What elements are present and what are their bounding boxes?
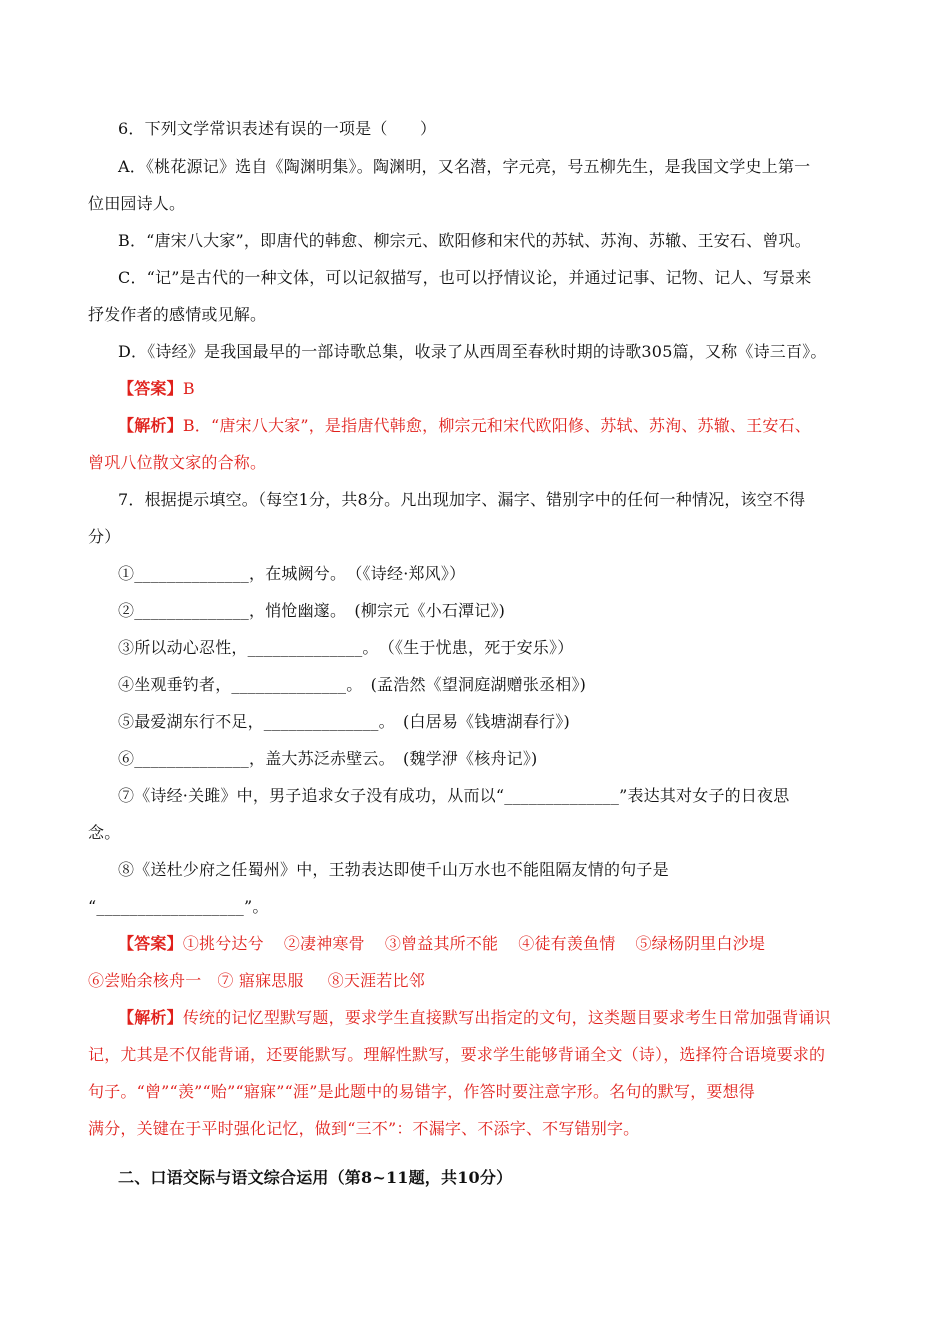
- q7-answer-1: ①挑兮达兮: [182, 934, 264, 953]
- q7-item-1: ①______________，在城阙兮。 （《诗经·郑风》）: [118, 564, 466, 583]
- q7-answer-row1: [118, 933, 765, 955]
- q6-answer-tag: 【答案】: [118, 379, 183, 398]
- q6-option-b: B．“唐宋八大家”，即唐代的韩愈、柳宗元、欧阳修和宋代的苏轼、苏洵、苏辙、王安石、曾巩。: [118, 231, 811, 250]
- q7-analysis-line4: 满分，关键在于平时强化记忆，做到“三不”：不漏字、不添字、不写错别字。: [88, 1119, 640, 1138]
- q7-answer-2: ②凄神寒骨: [283, 934, 365, 953]
- q6-analysis-tag: 【解析】: [118, 416, 183, 435]
- q7-item-6: ⑥______________，盖大苏泛赤壁云。 (魏学洢《核舟记》): [118, 749, 538, 768]
- q7-analysis-line1: [118, 1007, 831, 1029]
- q7-analysis-tag: 【解析】: [118, 1008, 183, 1027]
- q6-stem: 6．下列文学常识表述有误的一项是（ ）: [118, 119, 437, 138]
- q7-analysis-text1: 传统的记忆型默写题，要求学生直接默写出指定的文句，这类题目要求考生日常加强背诵识: [182, 1008, 831, 1027]
- q7-answer-4: ④徒有羡鱼情: [518, 934, 616, 953]
- q7-stem-line2: 分）: [88, 527, 121, 546]
- q6-option-c-line2: 抒发作者的感情或见解。: [88, 305, 267, 324]
- q7-item-8-line1: ⑧《送杜少府之任蜀州》中，王勃表达即使千山万水也不能阻隔友情的句子是: [118, 860, 669, 879]
- q7-answer-tag: 【答案】: [118, 934, 183, 953]
- q6-analysis-line1: [118, 415, 811, 437]
- q7-answer-7: ⑦ 寤寐思服: [217, 971, 304, 990]
- q7-item-4: ④坐观垂钓者，______________。 (孟浩然《望洞庭湖赠张丞相》): [118, 675, 587, 694]
- q7-item-7-line1: ⑦《诗经·关雎》中，男子追求女子没有成功，从而以“______________”表达其对女子的日夜思: [118, 786, 790, 805]
- q7-stem-line1: 7．根据提示填空。（每空1分，共8分。凡出现加字、漏字、错别字中的任何一种情况，该空不得: [118, 490, 806, 509]
- q7-item-2: ②______________，悄怆幽邃。 (柳宗元《小石潭记》): [118, 601, 506, 620]
- q6-option-a-line2: 位田园诗人。: [88, 194, 186, 213]
- q7-answer-5: ⑤绿杨阴里白沙堤: [635, 934, 766, 953]
- q7-answer-8: ⑧天涯若比邻: [327, 971, 425, 990]
- q7-analysis-line2: 记，尤其是不仅能背诵，还要能默写。理解性默写，要求学生能够背诵全文（诗），选择符合语境要求的: [88, 1045, 826, 1064]
- q7-answer-row2: [88, 970, 425, 992]
- q7-answer-6: ⑥尝贻余核舟一: [88, 971, 202, 990]
- q6-answer: [118, 378, 195, 400]
- q7-item-3: ③所以动心忍性，______________。 （《生于忧患，死于安乐》）: [118, 638, 574, 657]
- q7-item-7-line2: 念。: [88, 823, 121, 842]
- q7-item-5: ⑤最爱湖东行不足，______________。 (白居易《钱塘湖春行》): [118, 712, 570, 731]
- q6-option-c-line1: C．“记”是古代的一种文体，可以记叙描写，也可以抒情议论，并通过记事、记物、记人、写景来: [118, 268, 812, 287]
- q6-option-d: D．《诗经》是我国最早的一部诗歌总集，收录了从西周至春秋时期的诗歌305篇，又称《诗三百》。: [118, 342, 827, 361]
- section2-heading: 二、口语交际与语文综合运用（第8~11题，共10分）: [118, 1168, 513, 1187]
- q6-analysis-text1: B．“唐宋八大家”，是指唐代韩愈，柳宗元和宋代欧阳修、苏轼、苏洵、苏辙、王安石、: [182, 416, 811, 435]
- q6-answer-value: B: [182, 379, 195, 398]
- q6-option-a-line1: A．《桃花源记》选自《陶渊明集》。陶渊明，又名潜，字元亮，号五柳先生，是我国文学史上第一: [118, 157, 811, 176]
- q7-analysis-line3: 句子。“曾”“羡”“贻”“寤寐”“涯”是此题中的易错字，作答时要注意字形。名句的默写，要想得: [88, 1082, 755, 1101]
- q7-item-8-line2: “__________________”。: [88, 897, 269, 916]
- q7-answer-3: ③曾益其所不能: [384, 934, 499, 953]
- q6-analysis-line2: 曾巩八位散文家的合称。: [88, 453, 267, 472]
